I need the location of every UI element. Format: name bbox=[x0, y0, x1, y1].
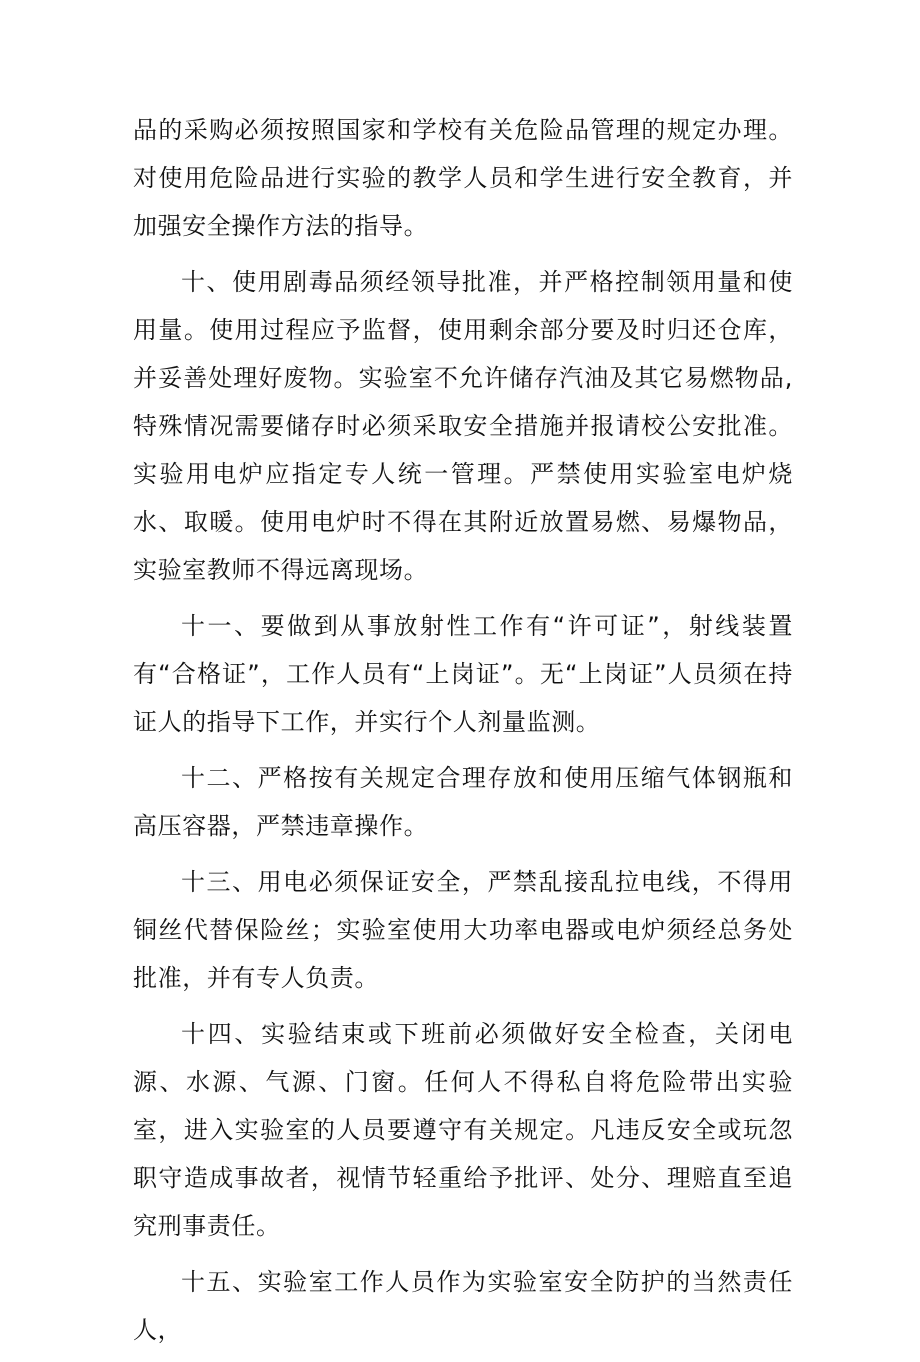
paragraph-rule-10: 十、使用剧毒品须经领导批准，并严格控制领用量和使用量。使用过程应予监督，使用剩余部分要及时归还仓库，并妥善处理好废物。实验室不允许储存汽油及其它易燃物品,特殊情况需要储存时必须采取安全措施并报请校公安批准。实验用电炉应指定专人统一管理。严禁使用实验室电炉烧水、取暖。使用电炉时不得在其附近放置易燃、易爆物品，实验室教师不得远离现场。 bbox=[133, 268, 793, 584]
paragraph-rule-14: 十四、实验结束或下班前必须做好安全检查，关闭电源、水源、气源、门窗。任何人不得私自将危险带出实验室，进入实验室的人员要遵守有关规定。凡违反安全或玩忽职守造成事故者，视情节轻重给予批评、处分、理赔直至追究刑事责任。 bbox=[133, 1020, 793, 1240]
paragraph-rule-13: 十三、用电必须保证安全，严禁乱接乱拉电线，不得用铜丝代替保险丝；实验室使用大功率电器或电炉须经总务处批准，并有专人负责。 bbox=[133, 868, 793, 992]
paragraph-rule-11: 十一、要做到从事放射性工作有“许可证”，射线装置有“合格证”，工作人员有“上岗证”。无“上岗证”人员须在持证人的指导下工作，并实行个人剂量监测。 bbox=[133, 612, 793, 736]
document-body bbox=[133, 106, 793, 1362]
paragraph-continuation: 品的采购必须按照国家和学校有关危险品管理的规定办理。对使用危险品进行实验的教学人员和学生进行安全教育，并加强安全操作方法的指导。 bbox=[133, 116, 793, 240]
paragraph-rule-12: 十二、严格按有关规定合理存放和使用压缩气体钢瓶和高压容器，严禁违章操作。 bbox=[133, 764, 793, 840]
paragraph-rule-15: 十五、实验室工作人员作为实验室安全防护的当然责任人， bbox=[133, 1268, 793, 1344]
